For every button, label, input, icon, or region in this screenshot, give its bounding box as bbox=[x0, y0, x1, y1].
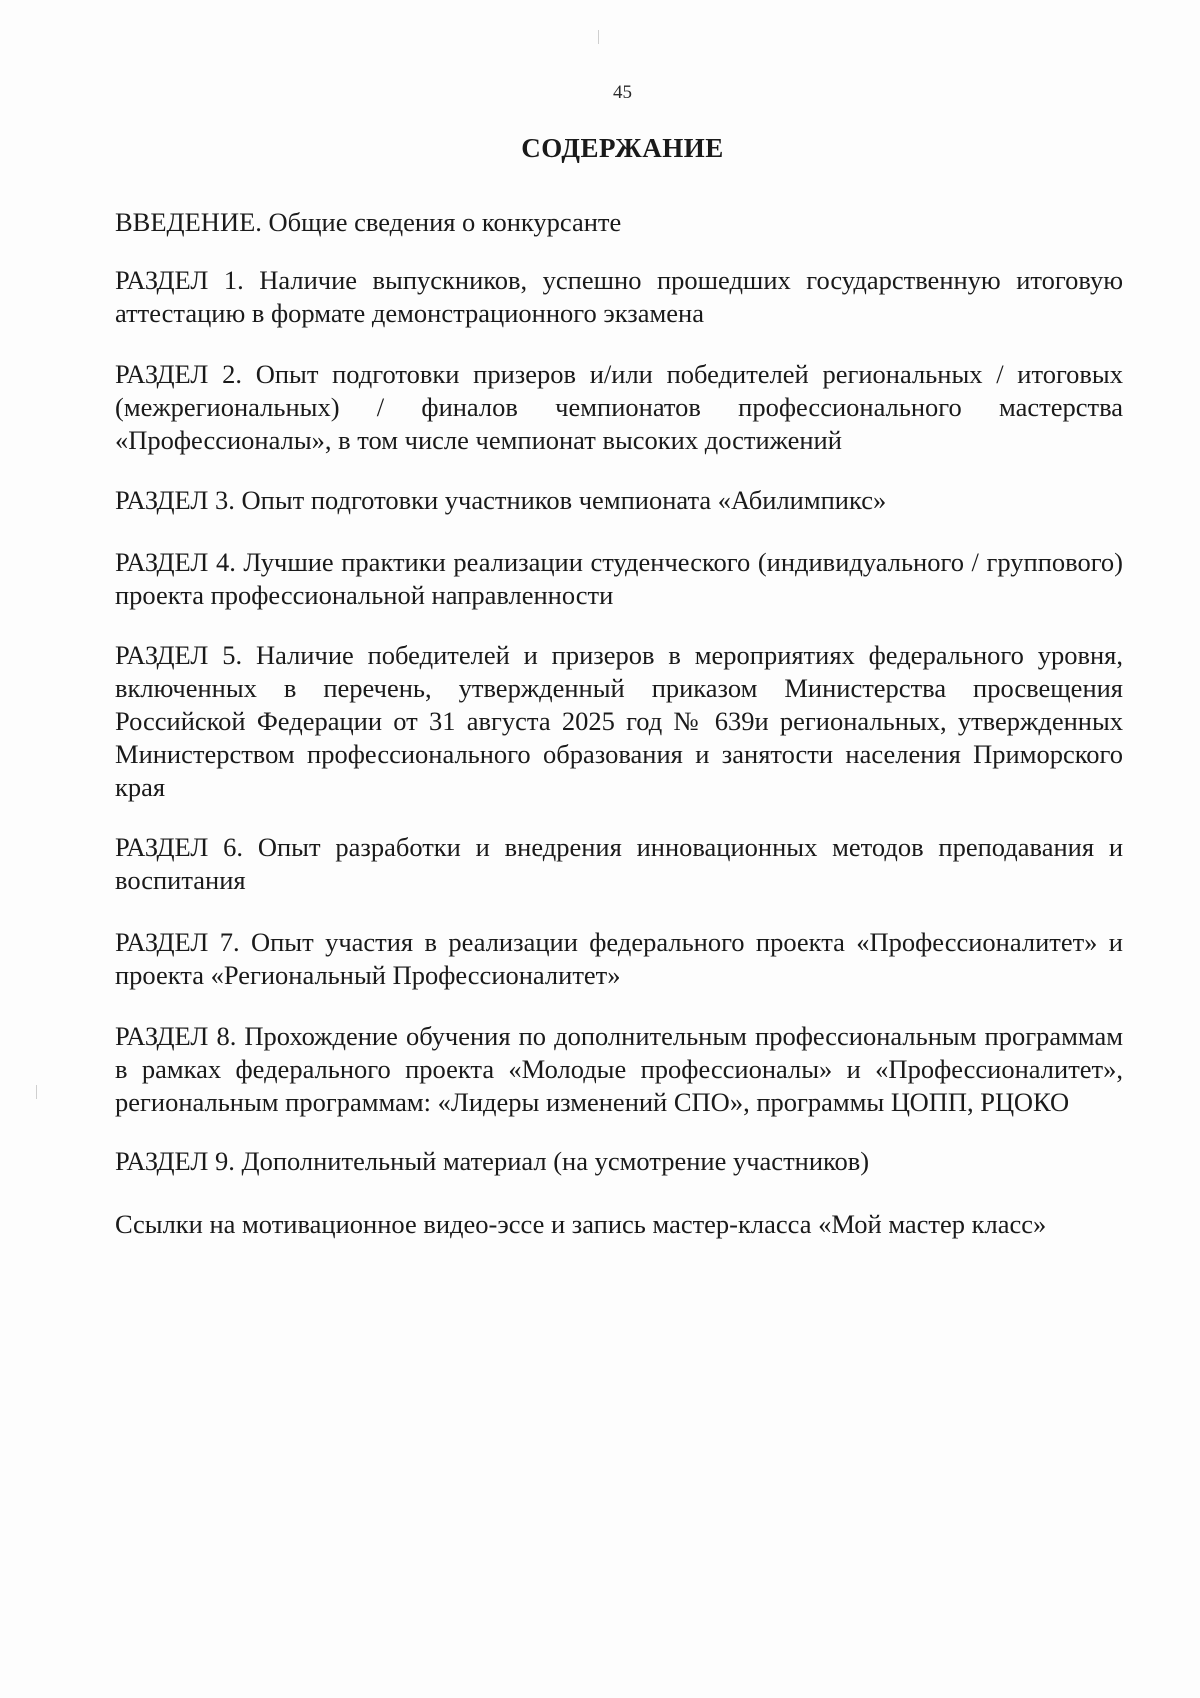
toc-item-section-8: РАЗДЕЛ 8. Прохождение обучения по дополнительным профессиональным программам в рамках федерального проекта «Молодые профессионалы» и «Профессионалитет», региональным программам: «Лидеры изменений СПО», программы ЦОПП, РЦОКО bbox=[115, 1021, 1123, 1117]
toc-item-links: Ссылки на мотивационное видео-эссе и запись мастер-класса «Мой мастер класс» bbox=[115, 1209, 1047, 1239]
scan-artifact-mark bbox=[36, 1085, 37, 1099]
toc-item-section-7: РАЗДЕЛ 7. Опыт участия в реализации федерального проекта «Профессионалитет» и проекта «Региональный Профессионалитет» bbox=[115, 927, 1123, 990]
toc-item-section-4: РАЗДЕЛ 4. Лучшие практики реализации студенческого (индивидуального / группового) проекта профессиональной направленности bbox=[115, 547, 1123, 610]
scan-artifact-mark bbox=[598, 30, 599, 44]
toc-item-section-5: РАЗДЕЛ 5. Наличие победителей и призеров в мероприятиях федерального уровня, включенных в перечень, утвержденный приказом Министерства просвещения Российской Федерации от 31 августа 2025 год № 639и региональных, утвержденных Министерством профессионального образования и занятости населения Приморского края bbox=[115, 640, 1123, 802]
toc-item-introduction: ВВЕДЕНИЕ. Общие сведения о конкурсанте bbox=[115, 207, 622, 237]
toc-item-section-6: РАЗДЕЛ 6. Опыт разработки и внедрения инновационных методов преподавания и воспитания bbox=[115, 832, 1123, 895]
table-of-contents bbox=[115, 206, 1123, 1241]
page-number: 45 bbox=[613, 82, 632, 103]
page-title: СОДЕРЖАНИЕ bbox=[521, 133, 724, 163]
toc-item-section-9: РАЗДЕЛ 9. Дополнительный материал (на усмотрение участников) bbox=[115, 1146, 870, 1176]
toc-item-section-3: РАЗДЕЛ 3. Опыт подготовки участников чемпионата «Абилимпикс» bbox=[115, 485, 887, 515]
toc-item-section-1: РАЗДЕЛ 1. Наличие выпускников, успешно прошедших государственную итоговую аттестацию в формате демонстрационного экзамена bbox=[115, 265, 1123, 328]
toc-item-section-2: РАЗДЕЛ 2. Опыт подготовки призеров и/или победителей региональных / итоговых (межрегиональных) / финалов чемпионатов профессионального мастерства «Профессионалы», в том числе чемпионат высоких достижений bbox=[115, 359, 1123, 455]
